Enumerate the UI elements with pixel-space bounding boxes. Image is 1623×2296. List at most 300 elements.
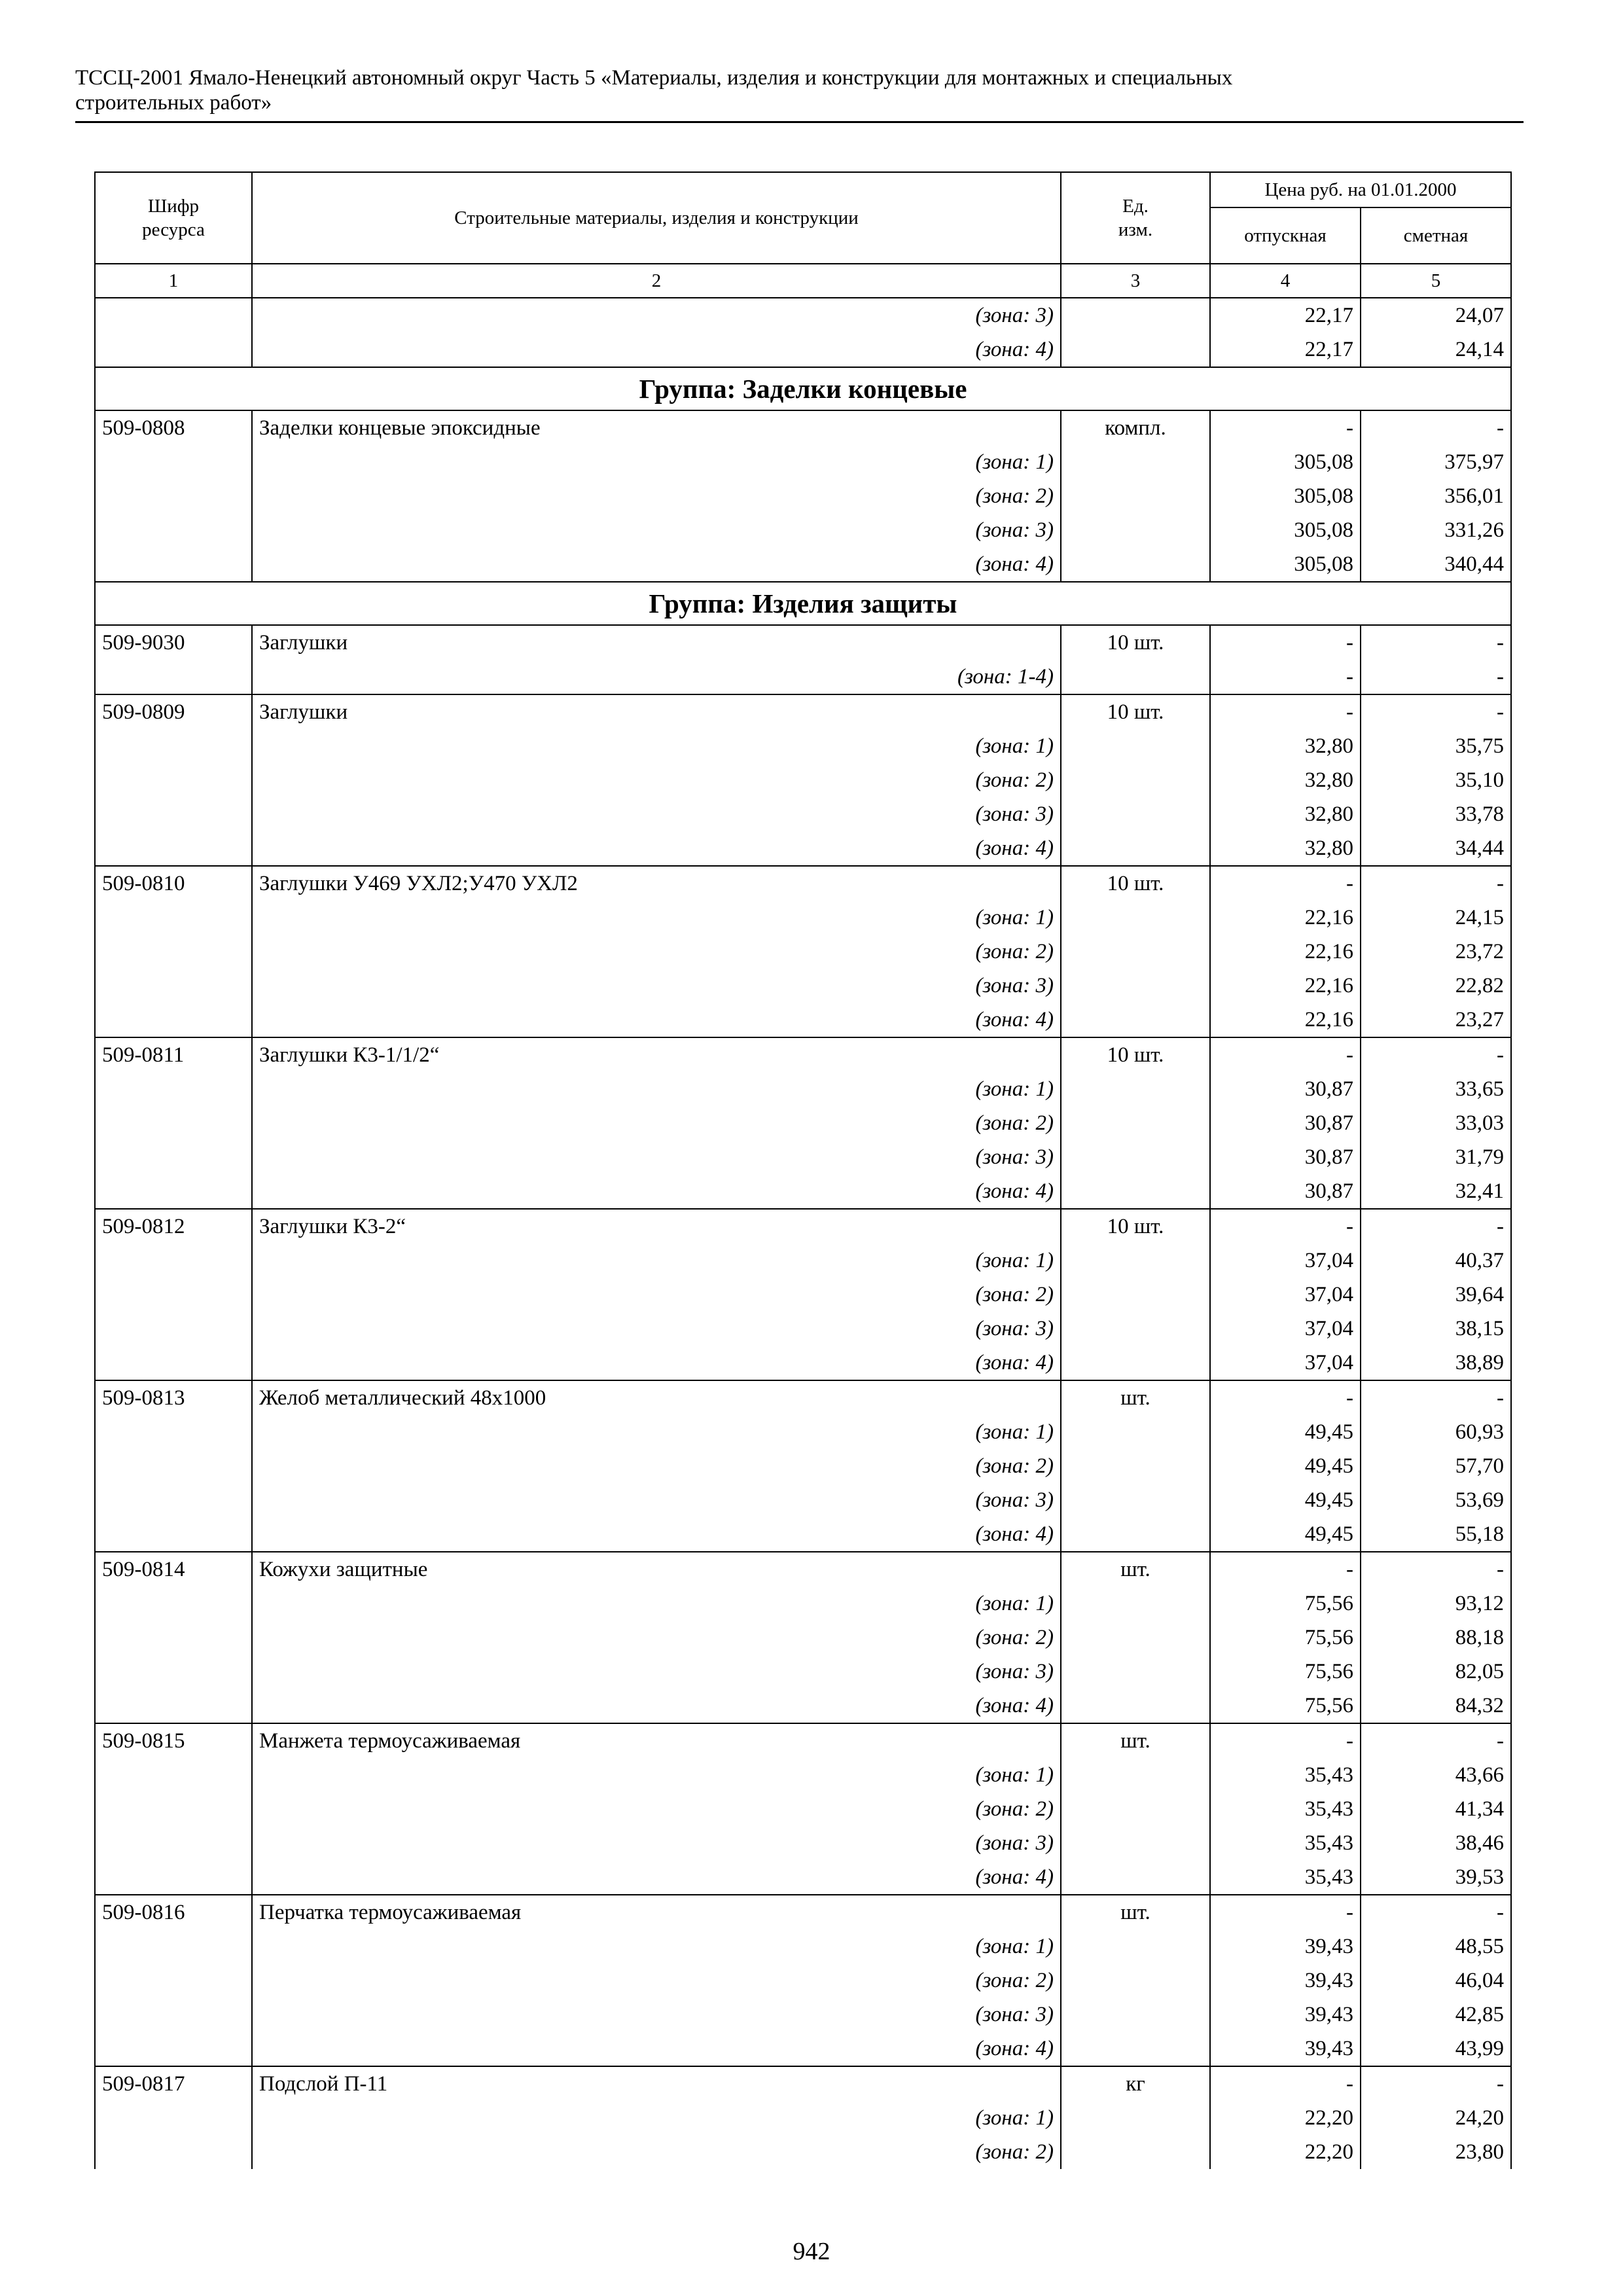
estimate-price: 24,15 bbox=[1361, 901, 1511, 935]
release-price: - bbox=[1210, 660, 1361, 694]
empty-code-cell bbox=[95, 1244, 252, 1278]
empty-code-cell bbox=[95, 1689, 252, 1723]
empty-code-cell bbox=[95, 1003, 252, 1037]
release-price: - bbox=[1210, 2066, 1361, 2101]
empty-code-cell bbox=[95, 479, 252, 513]
resource-row bbox=[95, 410, 1511, 445]
estimate-price: - bbox=[1361, 2066, 1511, 2101]
estimate-price: 23,27 bbox=[1361, 1003, 1511, 1037]
zone-label: (зона: 4) bbox=[252, 2032, 1061, 2066]
empty-code-cell bbox=[95, 1998, 252, 2032]
zone-row bbox=[95, 1140, 1511, 1174]
release-price: 305,08 bbox=[1210, 479, 1361, 513]
empty-unit-cell bbox=[1061, 1587, 1210, 1621]
empty-code-cell bbox=[95, 1517, 252, 1552]
col-number-4: 4 bbox=[1210, 264, 1361, 298]
empty-unit-cell bbox=[1061, 547, 1210, 582]
release-price: 75,56 bbox=[1210, 1621, 1361, 1655]
zone-row bbox=[95, 1860, 1511, 1895]
estimate-price: 33,03 bbox=[1361, 1106, 1511, 1140]
empty-unit-cell bbox=[1061, 1278, 1210, 1312]
empty-code-cell bbox=[95, 1174, 252, 1209]
estimate-price: 46,04 bbox=[1361, 1964, 1511, 1998]
release-price: 35,43 bbox=[1210, 1792, 1361, 1826]
zone-label: (зона: 2) bbox=[252, 2135, 1061, 2169]
zone-row bbox=[95, 1587, 1511, 1621]
zone-row bbox=[95, 1483, 1511, 1517]
release-price: 22,16 bbox=[1210, 901, 1361, 935]
resource-row bbox=[95, 1209, 1511, 1244]
resource-name: Подслой П-11 bbox=[252, 2066, 1061, 2101]
release-price: 35,43 bbox=[1210, 1758, 1361, 1792]
zone-label: (зона: 2) bbox=[252, 1449, 1061, 1483]
zone-label: (зона: 4) bbox=[252, 1517, 1061, 1552]
empty-unit-cell bbox=[1061, 1312, 1210, 1346]
estimate-price: 375,97 bbox=[1361, 445, 1511, 479]
zone-row bbox=[95, 1312, 1511, 1346]
zone-label: (зона: 2) bbox=[252, 763, 1061, 797]
zone-row bbox=[95, 1964, 1511, 1998]
resource-unit: шт. bbox=[1061, 1552, 1210, 1587]
release-price: 39,43 bbox=[1210, 2032, 1361, 2066]
zone-label: (зона: 2) bbox=[252, 479, 1061, 513]
zone-row bbox=[95, 332, 1511, 367]
release-price: 37,04 bbox=[1210, 1278, 1361, 1312]
release-price: 39,43 bbox=[1210, 1929, 1361, 1964]
zone-label: (зона: 3) bbox=[252, 1655, 1061, 1689]
zone-label: (зона: 1) bbox=[252, 729, 1061, 763]
zone-row bbox=[95, 797, 1511, 831]
estimate-price: 24,14 bbox=[1361, 332, 1511, 367]
release-price: - bbox=[1210, 1723, 1361, 1758]
empty-code-cell bbox=[95, 1860, 252, 1895]
zone-row bbox=[95, 1689, 1511, 1723]
empty-unit-cell bbox=[1061, 1174, 1210, 1209]
header-title-line2: строительных работ» bbox=[75, 91, 272, 115]
release-price: 75,56 bbox=[1210, 1655, 1361, 1689]
zone-row bbox=[95, 1758, 1511, 1792]
zone-label: (зона: 1) bbox=[252, 1587, 1061, 1621]
estimate-price: 33,65 bbox=[1361, 1072, 1511, 1106]
release-price: 32,80 bbox=[1210, 831, 1361, 866]
resource-unit: шт. bbox=[1061, 1895, 1210, 1929]
resource-name: Заглушки bbox=[252, 694, 1061, 729]
estimate-price: 39,53 bbox=[1361, 1860, 1511, 1895]
zone-row bbox=[95, 969, 1511, 1003]
empty-unit-cell bbox=[1061, 1483, 1210, 1517]
resource-unit: 10 шт. bbox=[1061, 1037, 1210, 1072]
empty-unit-cell bbox=[1061, 729, 1210, 763]
estimate-price: 60,93 bbox=[1361, 1415, 1511, 1449]
zone-label: (зона: 1-4) bbox=[252, 660, 1061, 694]
estimate-price: - bbox=[1361, 660, 1511, 694]
empty-code-cell bbox=[95, 1278, 252, 1312]
estimate-price: 331,26 bbox=[1361, 513, 1511, 547]
estimate-price: 48,55 bbox=[1361, 1929, 1511, 1964]
zone-label: (зона: 4) bbox=[252, 332, 1061, 367]
empty-unit-cell bbox=[1061, 2101, 1210, 2135]
empty-unit-cell bbox=[1061, 969, 1210, 1003]
empty-unit-cell bbox=[1061, 1621, 1210, 1655]
col-header-price-group: Цена руб. на 01.01.2000 bbox=[1210, 172, 1511, 207]
zone-label: (зона: 2) bbox=[252, 1792, 1061, 1826]
empty-unit-cell bbox=[1061, 1826, 1210, 1860]
empty-unit-cell bbox=[1061, 1758, 1210, 1792]
zone-label: (зона: 1) bbox=[252, 445, 1061, 479]
empty-unit-cell bbox=[1061, 2032, 1210, 2066]
zone-label: (зона: 1) bbox=[252, 1929, 1061, 1964]
empty-code-cell bbox=[95, 935, 252, 969]
estimate-price: 82,05 bbox=[1361, 1655, 1511, 1689]
header-title-line1: ТССЦ-2001 Ямало-Ненецкий автономный округ Часть 5 «Материалы, изделия и конструкции для монтажных и специальных bbox=[75, 66, 1233, 90]
zone-row bbox=[95, 1826, 1511, 1860]
zone-row bbox=[95, 2101, 1511, 2135]
empty-unit-cell bbox=[1061, 1860, 1210, 1895]
release-price: 35,43 bbox=[1210, 1826, 1361, 1860]
empty-unit-cell bbox=[1061, 2135, 1210, 2169]
resource-unit: шт. bbox=[1061, 1380, 1210, 1415]
empty-unit-cell bbox=[1061, 1517, 1210, 1552]
resource-code: 509-0815 bbox=[95, 1723, 252, 1758]
empty-code-cell bbox=[95, 1587, 252, 1621]
empty-unit-cell bbox=[1061, 1244, 1210, 1278]
empty-unit-cell bbox=[1061, 1346, 1210, 1380]
resource-name: Кожухи защитные bbox=[252, 1552, 1061, 1587]
col-header-unit: Ед. изм. bbox=[1061, 172, 1210, 264]
resource-code: 509-0809 bbox=[95, 694, 252, 729]
empty-code-cell bbox=[95, 547, 252, 582]
empty-unit-cell bbox=[1061, 1998, 1210, 2032]
estimate-price: - bbox=[1361, 694, 1511, 729]
release-price: 22,17 bbox=[1210, 332, 1361, 367]
group-title: Группа: Изделия защиты bbox=[95, 582, 1511, 625]
resource-code: 509-0808 bbox=[95, 410, 252, 445]
empty-code-cell bbox=[95, 1415, 252, 1449]
zone-label: (зона: 2) bbox=[252, 1621, 1061, 1655]
resource-name: Манжета термоусаживаемая bbox=[252, 1723, 1061, 1758]
zone-row bbox=[95, 831, 1511, 866]
resource-row bbox=[95, 1895, 1511, 1929]
empty-unit-cell bbox=[1061, 1415, 1210, 1449]
resource-name: Перчатка термоусаживаемая bbox=[252, 1895, 1061, 1929]
estimate-price: 340,44 bbox=[1361, 547, 1511, 582]
estimate-price: 43,66 bbox=[1361, 1758, 1511, 1792]
resource-name: Заделки концевые эпоксидные bbox=[252, 410, 1061, 445]
release-price: 37,04 bbox=[1210, 1312, 1361, 1346]
resource-code: 509-0813 bbox=[95, 1380, 252, 1415]
resource-name: Заглушки К3-2“ bbox=[252, 1209, 1061, 1244]
estimate-price: 22,82 bbox=[1361, 969, 1511, 1003]
zone-row bbox=[95, 729, 1511, 763]
zone-label: (зона: 3) bbox=[252, 797, 1061, 831]
empty-code-cell bbox=[95, 2135, 252, 2169]
release-price: 49,45 bbox=[1210, 1415, 1361, 1449]
col-header-estimate: сметная bbox=[1361, 207, 1511, 264]
empty-code-cell bbox=[95, 2101, 252, 2135]
release-price: - bbox=[1210, 1380, 1361, 1415]
empty-code-cell bbox=[95, 763, 252, 797]
estimate-price: 93,12 bbox=[1361, 1587, 1511, 1621]
estimate-price: 24,07 bbox=[1361, 298, 1511, 332]
empty-code-cell bbox=[95, 1929, 252, 1964]
zone-row bbox=[95, 660, 1511, 694]
zone-label: (зона: 3) bbox=[252, 1312, 1061, 1346]
empty-unit-cell bbox=[1061, 445, 1210, 479]
zone-label: (зона: 3) bbox=[252, 969, 1061, 1003]
estimate-price: 84,32 bbox=[1361, 1689, 1511, 1723]
release-price: 30,87 bbox=[1210, 1174, 1361, 1209]
release-price: 22,20 bbox=[1210, 2101, 1361, 2135]
zone-label: (зона: 4) bbox=[252, 1689, 1061, 1723]
zone-label: (зона: 1) bbox=[252, 1758, 1061, 1792]
empty-unit-cell bbox=[1061, 660, 1210, 694]
resource-row bbox=[95, 625, 1511, 660]
empty-unit-cell bbox=[1061, 332, 1210, 367]
release-price: 39,43 bbox=[1210, 1964, 1361, 1998]
empty-unit-cell bbox=[1061, 298, 1210, 332]
estimate-price: 42,85 bbox=[1361, 1998, 1511, 2032]
estimate-price: 38,89 bbox=[1361, 1346, 1511, 1380]
zone-label: (зона: 4) bbox=[252, 1003, 1061, 1037]
release-price: - bbox=[1210, 866, 1361, 901]
empty-code-cell bbox=[95, 901, 252, 935]
zone-row bbox=[95, 1621, 1511, 1655]
table-header bbox=[95, 172, 1511, 298]
estimate-price: - bbox=[1361, 1209, 1511, 1244]
empty-code-cell bbox=[95, 1655, 252, 1689]
estimate-price: - bbox=[1361, 1552, 1511, 1587]
zone-label: (зона: 4) bbox=[252, 1174, 1061, 1209]
empty-code-cell bbox=[95, 797, 252, 831]
zone-label: (зона: 1) bbox=[252, 1415, 1061, 1449]
col-number-3: 3 bbox=[1061, 264, 1210, 298]
empty-unit-cell bbox=[1061, 935, 1210, 969]
empty-unit-cell bbox=[1061, 1655, 1210, 1689]
zone-label: (зона: 3) bbox=[252, 513, 1061, 547]
page-number: 942 bbox=[793, 2238, 830, 2265]
release-price: 22,20 bbox=[1210, 2135, 1361, 2169]
release-price: - bbox=[1210, 1037, 1361, 1072]
estimate-price: - bbox=[1361, 1723, 1511, 1758]
empty-code-cell bbox=[95, 729, 252, 763]
empty-unit-cell bbox=[1061, 1003, 1210, 1037]
release-price: 30,87 bbox=[1210, 1140, 1361, 1174]
header-rule bbox=[75, 121, 1524, 123]
zone-label: (зона: 3) bbox=[252, 1140, 1061, 1174]
zone-row bbox=[95, 547, 1511, 582]
zone-label: (зона: 2) bbox=[252, 1278, 1061, 1312]
empty-code-cell bbox=[95, 1072, 252, 1106]
zone-label: (зона: 1) bbox=[252, 2101, 1061, 2135]
release-price: 305,08 bbox=[1210, 513, 1361, 547]
empty-code-cell bbox=[95, 1346, 252, 1380]
empty-code-cell bbox=[95, 513, 252, 547]
empty-code-cell bbox=[95, 1106, 252, 1140]
resource-code: 509-0816 bbox=[95, 1895, 252, 1929]
estimate-price: 34,44 bbox=[1361, 831, 1511, 866]
release-price: - bbox=[1210, 1552, 1361, 1587]
empty-unit-cell bbox=[1061, 479, 1210, 513]
zone-row bbox=[95, 763, 1511, 797]
zone-row bbox=[95, 1415, 1511, 1449]
zone-label: (зона: 1) bbox=[252, 1072, 1061, 1106]
resource-unit: кг bbox=[1061, 2066, 1210, 2101]
empty-code-cell bbox=[95, 1140, 252, 1174]
zone-row bbox=[95, 1003, 1511, 1037]
empty-unit-cell bbox=[1061, 901, 1210, 935]
empty-code-cell bbox=[95, 445, 252, 479]
zone-row bbox=[95, 1072, 1511, 1106]
release-price: 39,43 bbox=[1210, 1998, 1361, 2032]
zone-row bbox=[95, 901, 1511, 935]
zone-row bbox=[95, 935, 1511, 969]
empty-unit-cell bbox=[1061, 1929, 1210, 1964]
estimate-price: 32,41 bbox=[1361, 1174, 1511, 1209]
release-price: 22,16 bbox=[1210, 935, 1361, 969]
resource-name: Заглушки К3-1/1/2“ bbox=[252, 1037, 1061, 1072]
empty-unit-cell bbox=[1061, 1106, 1210, 1140]
resource-code: 509-9030 bbox=[95, 625, 252, 660]
release-price: 22,16 bbox=[1210, 1003, 1361, 1037]
col-number-2: 2 bbox=[252, 264, 1061, 298]
estimate-price: 23,80 bbox=[1361, 2135, 1511, 2169]
estimate-price: - bbox=[1361, 1037, 1511, 1072]
estimate-price: 40,37 bbox=[1361, 1244, 1511, 1278]
empty-code-cell bbox=[95, 1449, 252, 1483]
resource-unit: 10 шт. bbox=[1061, 1209, 1210, 1244]
estimate-price: - bbox=[1361, 1380, 1511, 1415]
estimate-price: 31,79 bbox=[1361, 1140, 1511, 1174]
estimate-price: 57,70 bbox=[1361, 1449, 1511, 1483]
empty-unit-cell bbox=[1061, 763, 1210, 797]
col-header-release: отпускная bbox=[1210, 207, 1361, 264]
empty-code-cell bbox=[95, 660, 252, 694]
zone-label: (зона: 2) bbox=[252, 1106, 1061, 1140]
estimate-price: - bbox=[1361, 625, 1511, 660]
resource-row bbox=[95, 1723, 1511, 1758]
resource-code: 509-0812 bbox=[95, 1209, 252, 1244]
page-header bbox=[75, 65, 1515, 115]
release-price: 305,08 bbox=[1210, 547, 1361, 582]
zone-row bbox=[95, 2135, 1511, 2169]
zone-label: (зона: 3) bbox=[252, 298, 1061, 332]
zone-label: (зона: 3) bbox=[252, 1483, 1061, 1517]
release-price: 32,80 bbox=[1210, 763, 1361, 797]
resource-unit: 10 шт. bbox=[1061, 625, 1210, 660]
empty-code-cell bbox=[95, 831, 252, 866]
estimate-price: 41,34 bbox=[1361, 1792, 1511, 1826]
zone-row bbox=[95, 1655, 1511, 1689]
release-price: 49,45 bbox=[1210, 1517, 1361, 1552]
zone-row bbox=[95, 1346, 1511, 1380]
release-price: 49,45 bbox=[1210, 1449, 1361, 1483]
zone-label: (зона: 4) bbox=[252, 1860, 1061, 1895]
zone-label: (зона: 1) bbox=[252, 1244, 1061, 1278]
release-price: - bbox=[1210, 1895, 1361, 1929]
zone-label: (зона: 3) bbox=[252, 1826, 1061, 1860]
zone-row bbox=[95, 1449, 1511, 1483]
estimate-price: 88,18 bbox=[1361, 1621, 1511, 1655]
resource-code: 509-0817 bbox=[95, 2066, 252, 2101]
estimate-price: - bbox=[1361, 410, 1511, 445]
zone-label: (зона: 4) bbox=[252, 831, 1061, 866]
estimate-price: 43,99 bbox=[1361, 2032, 1511, 2066]
estimate-price: 53,69 bbox=[1361, 1483, 1511, 1517]
zone-row bbox=[95, 1106, 1511, 1140]
resource-name: Заглушки bbox=[252, 625, 1061, 660]
release-price: 305,08 bbox=[1210, 445, 1361, 479]
group-row bbox=[95, 367, 1511, 410]
empty-code-cell bbox=[95, 1758, 252, 1792]
empty-unit-cell bbox=[1061, 1792, 1210, 1826]
zone-label: (зона: 2) bbox=[252, 1964, 1061, 1998]
estimate-price: 55,18 bbox=[1361, 1517, 1511, 1552]
release-price: 35,43 bbox=[1210, 1860, 1361, 1895]
release-price: 37,04 bbox=[1210, 1244, 1361, 1278]
zone-row bbox=[95, 298, 1511, 332]
resource-unit: 10 шт. bbox=[1061, 866, 1210, 901]
resource-unit: шт. bbox=[1061, 1723, 1210, 1758]
resource-code: 509-0810 bbox=[95, 866, 252, 901]
estimate-price: 39,64 bbox=[1361, 1278, 1511, 1312]
zone-row bbox=[95, 513, 1511, 547]
zone-label: (зона: 2) bbox=[252, 935, 1061, 969]
resource-code: 509-0811 bbox=[95, 1037, 252, 1072]
release-price: - bbox=[1210, 625, 1361, 660]
zone-row bbox=[95, 479, 1511, 513]
resource-row bbox=[95, 2066, 1511, 2101]
resource-code: 509-0814 bbox=[95, 1552, 252, 1587]
release-price: 32,80 bbox=[1210, 797, 1361, 831]
col-number-5: 5 bbox=[1361, 264, 1511, 298]
price-table-container bbox=[94, 171, 1512, 2169]
zone-row bbox=[95, 1278, 1511, 1312]
release-price: 30,87 bbox=[1210, 1072, 1361, 1106]
empty-unit-cell bbox=[1061, 831, 1210, 866]
resource-unit: компл. bbox=[1061, 410, 1210, 445]
empty-unit-cell bbox=[1061, 1964, 1210, 1998]
zone-label: (зона: 1) bbox=[252, 901, 1061, 935]
estimate-price: 35,75 bbox=[1361, 729, 1511, 763]
table-body bbox=[95, 298, 1511, 2169]
price-table bbox=[94, 171, 1512, 2169]
empty-code-cell bbox=[95, 1964, 252, 1998]
empty-code-cell bbox=[95, 1621, 252, 1655]
zone-label: (зона: 4) bbox=[252, 547, 1061, 582]
zone-row bbox=[95, 2032, 1511, 2066]
empty-unit-cell bbox=[1061, 1140, 1210, 1174]
zone-label: (зона: 4) bbox=[252, 1346, 1061, 1380]
zone-row bbox=[95, 1517, 1511, 1552]
col-header-name: Строительные материалы, изделия и конструкции bbox=[252, 172, 1061, 264]
zone-row bbox=[95, 1174, 1511, 1209]
empty-code-cell bbox=[95, 1826, 252, 1860]
release-price: 30,87 bbox=[1210, 1106, 1361, 1140]
empty-unit-cell bbox=[1061, 513, 1210, 547]
empty-code-cell bbox=[95, 2032, 252, 2066]
zone-row bbox=[95, 1929, 1511, 1964]
zone-row bbox=[95, 1792, 1511, 1826]
empty-code-cell bbox=[95, 969, 252, 1003]
estimate-price: 38,46 bbox=[1361, 1826, 1511, 1860]
release-price: 49,45 bbox=[1210, 1483, 1361, 1517]
empty-unit-cell bbox=[1061, 1072, 1210, 1106]
zone-row bbox=[95, 1244, 1511, 1278]
group-row bbox=[95, 582, 1511, 625]
estimate-price: 356,01 bbox=[1361, 479, 1511, 513]
empty-unit-cell bbox=[1061, 1449, 1210, 1483]
resource-row bbox=[95, 866, 1511, 901]
